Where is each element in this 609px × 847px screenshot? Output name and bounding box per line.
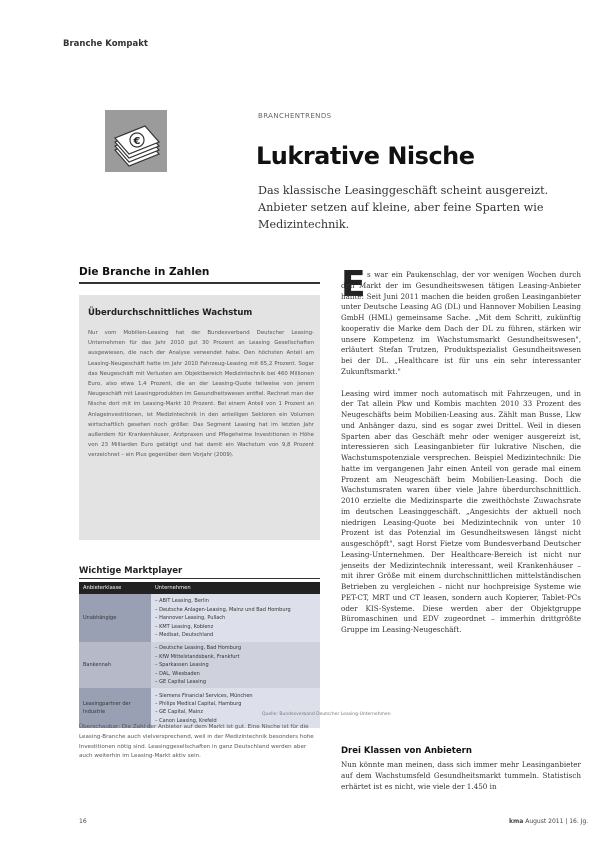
paragraph-intro: s war ein Paukenschlag, der vor wenigen Wochen durch den Markt der im Gesundheitswesen tätigen Leasing-Anbieter hallte: Seit Juni 2011 machen die beiden großen Leasinganbieter unter Deutsche Leasing AG (DL) und Hannover Mobilien Leasing GmbH (HML) gemeinsame Sache. „Mit dem Schritt, zukünftig kooperativ die Marke dem Dach der DL zu führen, stärken wir unsere Kompetenz im Wachstumsmarkt Gesundheitswesen", erläutert Stefan Trutzen, Produktspezialist Gesundheitswesen bei der DL. „Healthcare ist für uns ein sehr interessanter Zukunftsmarkt.": [341, 270, 581, 376]
drop-cap: E: [341, 264, 366, 305]
svg-text:€: €: [133, 136, 141, 147]
stats-box: [79, 295, 320, 540]
table-header-class: Anbieterklasse: [79, 582, 151, 594]
table-row: [79, 594, 320, 642]
issue-info: August 2011 | 16. Jg.: [525, 818, 589, 825]
article-kicker: BRANCHENTRENDS: [258, 112, 332, 120]
article-subhead: Drei Klassen von Anbietern: [341, 746, 472, 756]
unternehmen-cell: – Deutsche Leasing, Bad Homburg – KfW Mittelstandsbank, Frankfurt – Sparkassen Leasing – DAL, Wiesbaden – GE Capital Leasing: [151, 642, 320, 688]
magazine-name: kma: [509, 818, 524, 825]
unternehmen-cell: – Siemens Financial Services, München – Philips Medical Capital, Hamburg – GE Capital, Mainz – Canon Leasing, Krefeld: [151, 688, 320, 728]
anbieterklasse-cell: Leasingpartner der Industrie: [79, 688, 151, 728]
market-players-rule: [79, 578, 320, 579]
table-caption: Überschaubar: Die Zahl der Anbieter auf dem Markt ist gut. Eine Nische ist für die Leasing-Branche auch vielversprechend, weil in der Medizintechnik besonders hohe Investitionen nötig sind. Leasinggesellschaften in ganz Deutschland werden aber auch weiterhin im Leasing-Markt aktiv sein.: [79, 724, 314, 760]
page-number: 16: [79, 818, 87, 825]
sidebar-title: Die Branche in Zahlen: [79, 266, 210, 278]
unternehmen-cell: – ABIT Leasing, Berlin – Deutsche Anlagen-Leasing, Mainz und Bad Homburg – Hannover Leasing, Pullach – KMT Leasing, Koblenz – Medisat, Deutschland: [151, 594, 320, 642]
market-players-title: Wichtige Marktplayer: [79, 566, 183, 576]
article-title: Lukrative Nische: [256, 142, 475, 170]
anbieterklasse-cell: Unabhängige: [79, 594, 151, 642]
paragraph-last: Nun könnte man meinen, dass sich immer mehr Leasinganbieter auf dem Wachstumsfeld Gesundheitsmarkt tummeln. Statistisch erhärtet ist es nicht, wie viele der 1.450 in: [341, 760, 581, 791]
anbieterklasse-cell: Bankennah: [79, 642, 151, 688]
euro-banknotes-icon: [105, 110, 167, 172]
stats-box-text: Nur vom Mobilien-Leasing hat der Bundesverband Deutscher Leasing-Unternehmen für das Jahr 2010 gut 30 Prozent an Leasing Gesellschaften ausgewiesen, die nach der Analyse verwendet habe. Den höchsten Anteil am Leasing-Neugeschäft hatte im Jahr 2010 Fahrzeug-Leasing mit 65,2 Prozent. Sogar das Neugeschäft mit Verlusten am Objektbereich Medizintechnik bei 460 Millionen Euro, also etwa 1,4 Prozent, die an der Leasing-Quote teilweise von jenem Neugeschäft mit Leasingprodukten im Gesundheitswesen entfiel. Rechnet man der Nische dort mit im Leasing-Markt 10 Prozent. Bei einem Anteil von 1 Prozent an Anlageinvestitionen, ist Medizintechnik in den anteiligen Sektoren ein Volumen wirtschaftlich gesehen noch größer. Das Segment Leasing hat im letzten Jahr außerdem für Krankenhäuser, Arztpraxen und Pflegeheime Investitionen in Höhe von 23 Milliarden Euro getätigt und hat damit ein Wachstum von 9,8 Prozent verzeichnet – ein Plus gegenüber dem Vorjahr (2009).: [88, 330, 314, 459]
market-players-table: [79, 582, 320, 728]
article-body: [341, 264, 581, 636]
sidebar-rule: [79, 282, 320, 284]
paragraph-main: Leasing wird immer noch automatisch mit Fahrzeugen, und in der Tat allein Pkw und Kombis machten 2010 33 Prozent des Neugeschäfts beim Mobilien-Leasing aus. Zählt man Busse, Lkw und Anhänger dazu, sind es sogar zwei Drittel. Weil in diesen Sparten aber das Geschäft mehr oder weniger ausgereizt ist, interessieren sich Leasinganbieter für lukrative Nischen, die Wachstumspotenziale versprechen. Beispiel Medizintechnik: Die hatte im vergangenen Jahr einen Anteil von gerade mal einem Prozent am Neugeschäft beim Mobilien-Leasing. Doch die Wachstumsraten waren über viele Jahre überdurchschnittlich. 2010 erzielte die Medizinsparte die zweithöchste Zuwachsrate im deutschen Leasinggeschäft. „Angesichts der aktuell noch niedrigen Leasing-Quote bei Medizintechnik von unter 10 Prozent ist das Potenzial im Gesundheitswesen längst nicht ausgeschöpft", sagt Horst Fietze vom Bundesverband Deutscher Leasing-Unternehmen. Der Healthcare-Bereich ist nicht nur jenseits der Medizintechnik interessant, weil Krankenhäuser – mit ihrer Größe mit einem durchschnittlichen mittelständischen Betrieben zu vergleichen – nicht nur hochpreisige Systeme wie PET-CT, MRT und CT leasen, sondern auch Kopierer, Tablet-PCs oder KIS-Systeme. Diese werden aber der Objektgruppe Büromaschinen und EDV zugeordnet – immerhin drittgrößte Gruppe im Leasing-Neugeschäft.: [341, 388, 581, 634]
section-header: Branche Kompakt: [63, 39, 148, 49]
table-source: Quelle: Bundesverband Deutscher Leasing-Unternehmen: [262, 712, 391, 717]
article-subtitle: Das klassische Leasinggeschäft scheint ausgereizt. Anbieter setzen auf kleine, aber feine Sparten wie Medizintechnik.: [258, 184, 549, 231]
table-header-companies: Unternehmen: [151, 582, 320, 594]
footer-issue: [509, 818, 588, 825]
table-row: [79, 642, 320, 688]
stats-box-title: Überdurchschnittliches Wachstum: [88, 308, 253, 318]
